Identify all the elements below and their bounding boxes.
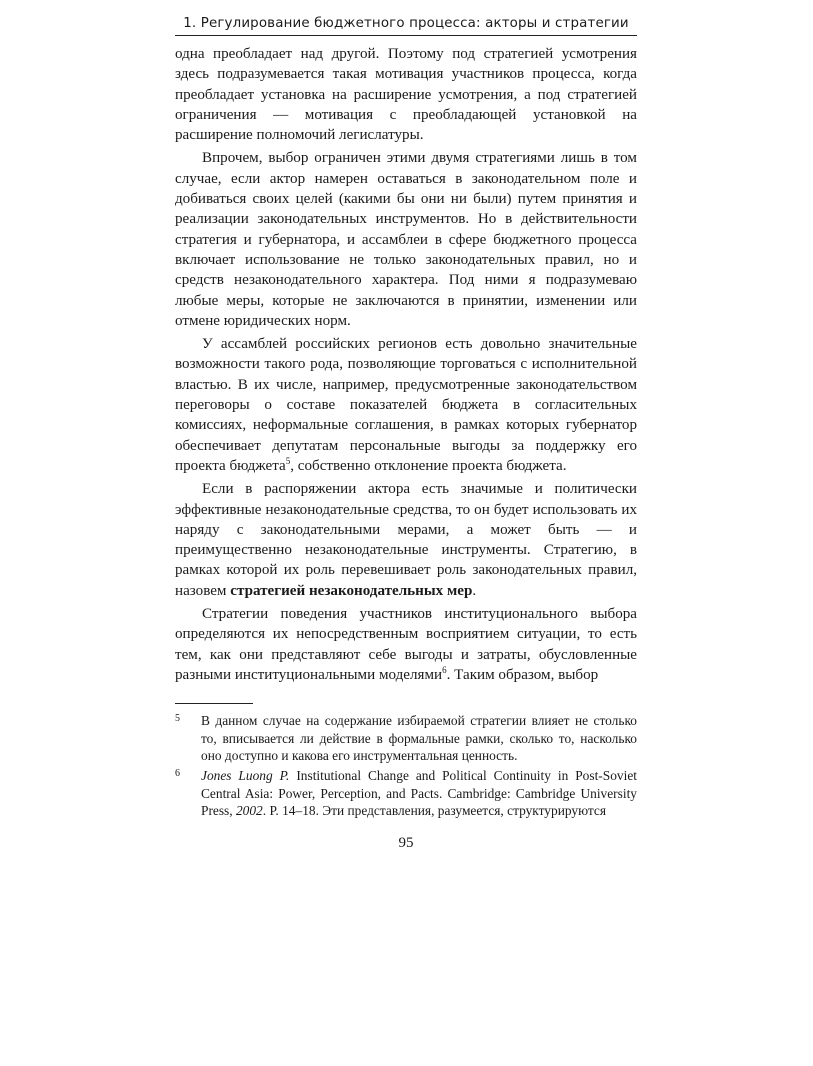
footnote-ref-5[interactable]: 5 xyxy=(285,455,291,466)
paragraph-2: Впрочем, выбор ограничен этими двумя стратегиями лишь в том случае, если актор намерен оставаться в законодательном поле и добиваться своих целей (какими бы они ни были) путем принятия и реализации законодательных инструментов. Но в действительности стратегия и губернатора, и ассамблеи в сфере бюджетного процесса включает использование не только законодательных правил, но и средств незаконодательного характера. Под ними я подразумеваю любые меры, которые не заключаются в принятии, изменении или отмене юридических норм. xyxy=(175,150,637,329)
footnote-rest: . P. 14–18. Эти представления, разумеется, структурируются xyxy=(262,803,607,819)
footnote-6 xyxy=(175,767,637,820)
paragraph-1: одна преобладает над другой. Поэтому под стратегией усмотрения здесь подразумевается такая мотивация участников процесса, когда преобладает установка на расширение усмотрения, а под стратегией ограничения — мотивация с преобладающей установкой на расширение полномочий легислатуры. xyxy=(175,46,637,144)
footnote-number: 6 xyxy=(175,767,180,779)
footnote-author: Jones Luong P. xyxy=(201,767,290,783)
paragraph-3 xyxy=(175,334,637,476)
running-head: 1. Регулирование бюджетного процесса: акторы и стратегии xyxy=(175,16,637,36)
paragraph-3-text: У ассамблей российских регионов есть довольно значительные возможности такого рода, позволяющие торговаться с исполнительной властью. В их числе, например, предусмотренные законодательством переговоры о составе показателей бюджета в согласительных комиссиях, неформальные соглашения, в рамках которых губернатор обеспечивает депутатам персональные выгоды за поддержку его проекта бюджета xyxy=(175,336,637,474)
book-page xyxy=(175,16,637,852)
footnote-5 xyxy=(175,712,637,765)
footnote-ref-6[interactable]: 6 xyxy=(442,664,447,675)
paragraph-4-tail: . xyxy=(472,582,477,599)
page-number: 95 xyxy=(398,834,414,851)
paragraph-5 xyxy=(175,604,637,685)
footnote-divider xyxy=(175,703,253,704)
main-text xyxy=(175,44,637,685)
bold-term: стратегией незаконодательных мер xyxy=(230,582,473,599)
footnote-text xyxy=(201,767,637,820)
paragraph-3-tail: , собственно отклонение проекта бюджета. xyxy=(290,457,567,474)
footnote-text: В данном случае на содержание избираемой стратегии влияет не столько то, вписывается ли действие в формальные рамки, сколько то, насколько оно доступно и какова его инструментальная ценность. xyxy=(201,713,637,764)
paragraph-5-tail: . Таким образом, выбор xyxy=(446,666,599,683)
paragraph-5-text: Стратегии поведения участников институционального выбора определяются их непосредственным восприятием ситуации, то есть тем, как они представляют себе выгоды и затраты, обусловленные разными институциональными моделями xyxy=(175,606,637,683)
footnotes xyxy=(175,712,637,820)
footnote-number: 5 xyxy=(175,713,180,725)
footnote-year: 2002 xyxy=(235,803,263,819)
footnote-title: Institutional Change and Political Continuity in Post-Soviet Central Asia: Power, Perception, and Pacts. Cambridge: Cambridge University Press, xyxy=(201,767,637,819)
paragraph-4-text: Если в распоряжении актора есть значимые и политически эффективные незаконодательные средства, то он будет использовать их наряду с законодательными мерами, а может быть — и преимущественно незаконодательные инструменты. Стратегию, в рамках которой их роль перевешивает роль законодательных правил, назовем xyxy=(175,481,637,599)
paragraph-4 xyxy=(175,479,637,601)
